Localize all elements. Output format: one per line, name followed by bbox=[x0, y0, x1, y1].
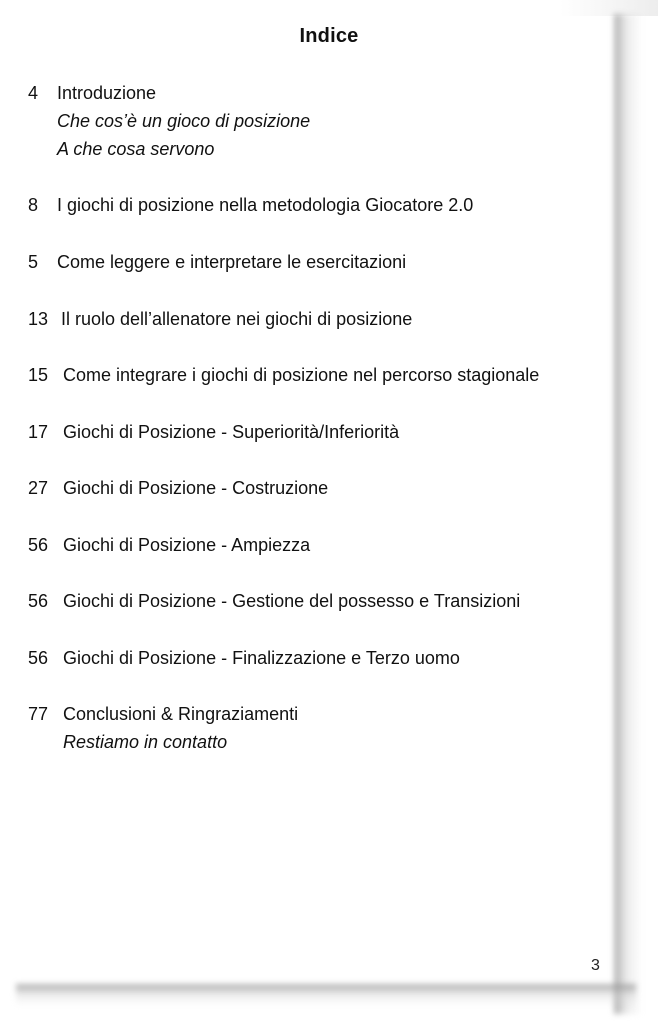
toc-entry-integrare bbox=[28, 361, 540, 389]
page-shadow-bottom bbox=[16, 984, 636, 1006]
toc-entry-title: Giochi di Posizione - Ampiezza bbox=[63, 535, 311, 555]
toc-entry-leggere bbox=[28, 248, 407, 276]
toc-entry-title: Conclusioni & Ringraziamenti bbox=[63, 704, 299, 724]
toc-entry-metodologia bbox=[28, 191, 474, 219]
toc-entry-title: Giochi di Posizione - Superiorità/Inferiorità bbox=[63, 422, 400, 442]
toc-page-number: 56 bbox=[28, 648, 49, 668]
toc-entry-title: Giochi di Posizione - Gestione del possesso e Transizioni bbox=[63, 591, 521, 611]
toc-subentry: Restiamo in contatto bbox=[63, 732, 228, 752]
toc-entry-title: I giochi di posizione nella metodologia Giocatore 2.0 bbox=[57, 195, 474, 215]
toc-page-number: 56 bbox=[28, 591, 49, 611]
toc-entry-ampiezza bbox=[28, 531, 311, 559]
toc-entry-title: Come integrare i giochi di posizione nel percorso stagionale bbox=[63, 365, 540, 385]
toc-page-number: 4 bbox=[28, 83, 39, 103]
toc-page-number: 77 bbox=[28, 704, 49, 724]
toc-subentry: Che cos’è un gioco di posizione bbox=[57, 111, 311, 131]
toc-entry-conclusioni bbox=[28, 700, 299, 756]
page-edge-shade bbox=[560, 0, 658, 16]
toc-subentry: A che cosa servono bbox=[57, 139, 215, 159]
toc-entry-gestione bbox=[28, 587, 521, 615]
toc-entry-title: Giochi di Posizione - Costruzione bbox=[63, 478, 329, 498]
toc-entry-costruzione bbox=[28, 474, 329, 502]
toc-entry-allenatore bbox=[28, 305, 413, 333]
page-number: 3 bbox=[591, 957, 600, 974]
toc-page-number: 27 bbox=[28, 478, 49, 498]
toc-page-number: 56 bbox=[28, 535, 49, 555]
toc-page-number: 5 bbox=[28, 252, 39, 272]
toc-entry-title: Il ruolo dell’allenatore nei giochi di posizione bbox=[61, 309, 413, 329]
toc-page-number: 8 bbox=[28, 195, 39, 215]
toc-entry-introduzione bbox=[28, 79, 310, 163]
toc-entry-title: Giochi di Posizione - Finalizzazione e Terzo uomo bbox=[63, 648, 460, 668]
toc-entry-superiorita bbox=[28, 418, 400, 446]
toc-page-number: 17 bbox=[28, 422, 49, 442]
page-title: Indice bbox=[299, 25, 359, 47]
toc-page-number: 13 bbox=[28, 309, 49, 329]
toc-entry-title: Introduzione bbox=[57, 83, 157, 103]
toc-page-number: 15 bbox=[28, 365, 49, 385]
toc-entry-title: Come leggere e interpretare le esercitazioni bbox=[57, 252, 407, 272]
toc-entry-finalizzazione bbox=[28, 644, 460, 672]
page-shadow-right bbox=[614, 14, 642, 1014]
